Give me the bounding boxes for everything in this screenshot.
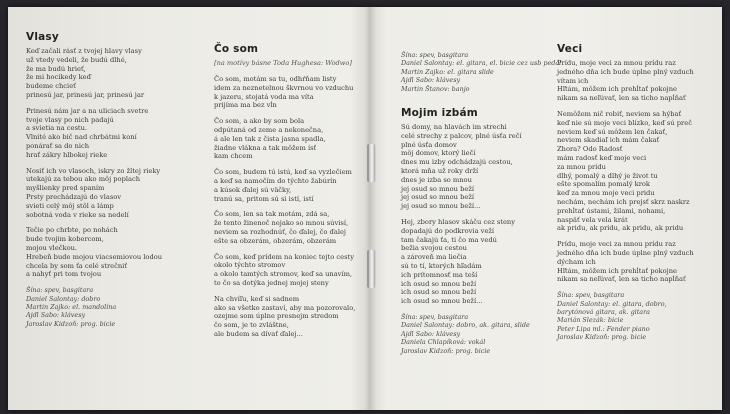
lyric-line: idem za neznetelnou škvrnou vo vzduchu [214, 83, 354, 92]
lyric-line: bude tvojim kobercom, [26, 235, 104, 244]
stanza [214, 295, 364, 339]
lyric-line: Prsty prechádzajú do vlasov [26, 192, 122, 201]
mojim-izbam-credits [401, 313, 551, 355]
lyric-line: Čo som, a ako by som bola [214, 117, 305, 126]
lyric-line: nikam sa neľúvať, len sa ticho napĺňať [557, 94, 686, 103]
lyric-line: Prinesú nám jar a na uliciach svetre [26, 106, 149, 115]
lyric-line: keď nie sú moje veci blízko, keď sú preč [557, 118, 692, 127]
lyric-line: Nemôžem nič robiť, neviem sa hýbať [557, 109, 682, 118]
lyric-line: keď za mnou moje veci pridu [557, 189, 655, 198]
lyric-line: nikam sa neľúvať, len sa ticho napĺňať [557, 275, 686, 284]
credit-line: Ajďi Sabo: klávesy [401, 76, 461, 85]
lyric-line: neviem skadiaľ ich mám čakať [557, 136, 660, 145]
lyric-line: á ale len tak z čista jasna spadla, [214, 134, 326, 143]
stanza [557, 110, 717, 233]
credit-line: Ajďi Sabo: klávesy [401, 329, 461, 338]
lyric-line: dopadajú do podkrovia veží [401, 226, 495, 235]
lyric-line: a nahyť pri tom tvojou [26, 270, 102, 279]
lyric-line: že mi hocikedy keď [26, 73, 91, 82]
lyric-line: tam čakajú ťa, ti čo ma vedú [401, 235, 497, 244]
lyric-line: a okolo tamtých stromov, keď sa unavím, [214, 270, 353, 279]
credit-line: Šína: spev, basgitara [401, 51, 469, 59]
lyric-line: jej osud so mnou beží [401, 184, 474, 193]
lyric-line: ako sa všetko zastaví, aby ma pozorovalo, [214, 303, 356, 312]
lyric-line: k jazeru, stojatá voda ma víta [214, 92, 314, 101]
lyric-line: mojou vlečkou. [26, 243, 78, 252]
vlasy-stanzas [26, 47, 201, 279]
lyric-line: môj domov, ktorý liečí [401, 149, 476, 158]
lyric-line: Prídu, moje veci za mnou prídu raz [557, 240, 676, 249]
lyric-line: ich prítomnosť ma teší [401, 270, 478, 279]
lyric-line: to čo sa dotýka jednej mojej steny [214, 278, 329, 287]
lyric-line: a zároveň ma liečia [401, 253, 467, 262]
credit-line: Šína: spev, basgitara [557, 291, 625, 300]
song-title-veci: Veci [557, 43, 583, 55]
credit-line: Daniel Salontay: el. gitara, dobro, [557, 299, 667, 308]
credit-line: Ajďi Sabo: klávesy [26, 311, 86, 320]
lyric-line: svieti celý môj stôl a lámp [26, 201, 114, 210]
vlasy-credits [26, 286, 201, 328]
credit-line: Martin Zajko: el. mandolína [26, 302, 117, 311]
stanza [214, 168, 364, 203]
lyric-line: ale budem sa dívať ďalej... [214, 329, 303, 338]
lyric-line: dnes mu izby odchádzajú cestou, [401, 158, 513, 167]
credit-line: Martin Zajko: el. gitara slide [401, 67, 494, 76]
credit-line: Martin Štanov: banjo [401, 84, 470, 93]
lyric-line: za mnou prídu [557, 162, 606, 171]
lyric-line: tvoje vlasy po nich padajú [26, 115, 114, 124]
lyric-line: Čo som, budem tú istú, keď sa vyzlečiem [214, 168, 352, 177]
credit-line: Daniel Salontay: dobro [26, 294, 101, 303]
lyric-line: ešte spomalím pomalý krok [557, 180, 650, 189]
lyric-line: kam chcem [214, 152, 253, 161]
lyrics-mojim-izbam [401, 51, 562, 355]
stanza [214, 117, 364, 161]
staple-bottom [367, 250, 376, 288]
lyric-line: ich osud so mnou beží... [401, 297, 483, 306]
mojim-izbam-stanzas [401, 123, 551, 306]
lyric-line: žiadne vlákna a tak môžem ísť [214, 143, 317, 152]
credit-line: Jaroslav Kidzoň: prog. bicie [557, 333, 647, 342]
credit-line: Šína: spev, basgitara [26, 286, 94, 295]
lyric-line: ponárať sa do nich [26, 141, 90, 150]
credit-line: Daniela Chlapíková: vokál [401, 338, 486, 347]
lyric-line: že ma budú hrieť, [26, 64, 86, 73]
credit-line: Šína: spev, basgitara [401, 312, 469, 321]
lyric-line: Hľtám, môžem ich prehĺtať pokojne [557, 266, 677, 275]
song-title-mojim-izbam: Mojim izbám [401, 107, 478, 120]
lyric-line: hrať zákry hlbokej rieke [26, 150, 108, 159]
lyric-line: Tečie po chrbte, po nohách [26, 226, 118, 235]
lyric-line: Hej, zbory hlasov skáču cez steny [401, 218, 516, 226]
song-title-co-som: Čo som [214, 43, 259, 55]
previous-song-credits [401, 51, 562, 93]
lyric-line: ak pridu, ak pridu, ak pridu, ak pridu [557, 224, 684, 233]
veci-credits [557, 291, 717, 341]
credit-line: barytónová gitara, ak. gitara [557, 307, 650, 316]
lyric-line: okolo týchto stromov [214, 261, 286, 270]
credit-line: Daniel Salontay: dobro, ak. gitara, slide [401, 321, 530, 330]
credit-line: Daniel Salontay: el. gitara, el. bicie cez usb pedál [401, 59, 562, 68]
stanza [401, 123, 551, 211]
lyric-line: odpútaná od zeme a nekonečna, [214, 125, 324, 134]
lyric-line: celé strechy z palcov, plné úsťa rečí [401, 131, 522, 140]
stanza [26, 167, 201, 220]
lyric-line: chcela by som ťa celé strečniť [26, 261, 127, 270]
lyric-line: ešte sa obzerám, obzerám, obzerám [214, 236, 337, 245]
stanza [401, 218, 551, 306]
lyric-line: a kúsok ďalej sú väčky, [214, 185, 292, 194]
lyric-line: Nosiť ich vo vlasoch, iskry zo žltej rieky [26, 166, 161, 175]
lyric-line: Hľtám, môžem ich prehĺtať pokojne [557, 85, 677, 94]
stanza [214, 75, 364, 110]
lyric-line: myšlienky pred spaním [26, 184, 105, 193]
lyric-line: dýcham ich [557, 257, 596, 266]
lyric-line: dlhý, pomalý a dlhý je život tu [557, 171, 658, 180]
lyric-line: neviem sa rozhodnúť, čo ďalej, čo ďalej [214, 227, 346, 236]
lyric-line: ozejme som úplne presnejm stredom [214, 312, 339, 321]
lyric-line: prehĺtať ústami, žilami, nohami, [557, 206, 666, 215]
lyric-line: už vtedy vedeli, že budú dlhé, [26, 55, 127, 64]
lyrics-veci [557, 43, 717, 342]
lyric-line: mám radosť keď moje veci [557, 153, 647, 162]
lyric-line: bežia svojou cestou [401, 244, 467, 253]
stanza [214, 210, 364, 245]
lyric-line: Vlnité ako bič nad chrbátmi koní [26, 133, 137, 142]
lyric-line: Na chvíľu, keď si sadnem [214, 294, 300, 303]
song-subtitle-co-som: [na motívy básne Toda Hughesa: Wodwo] [214, 59, 352, 67]
stanza [557, 59, 717, 103]
stanza [26, 226, 201, 279]
lyrics-vlasy [26, 31, 201, 328]
lyric-line: Čo som, motám sa tu, odhŕňam listy [214, 75, 337, 83]
lyric-line: Prídu, moje veci za mnou prídu raz [557, 59, 676, 67]
credit-line: Peter Lipa ml.: Fender piano [557, 324, 650, 333]
lyric-line: jedného dňa ich bude úplne plný vzduch [557, 67, 694, 76]
lyric-line: Čo som, len sa tak motám, zdá sa, [214, 210, 330, 219]
song-title-vlasy: Vlasy [26, 31, 59, 43]
lyric-line: sobotná voda v rieke sa nedelí [26, 210, 129, 219]
lyric-line: prijíma ma bez vĺn [214, 101, 277, 110]
lyric-line: ich osud so mnou beží [401, 288, 477, 297]
credit-line: Marián Slezák: bicie [557, 316, 624, 325]
stanza [26, 47, 201, 100]
co-som-stanzas [214, 75, 364, 339]
lyric-line: Zhora? Odo Radosť [557, 145, 623, 154]
credit-line: Jaroslav Kidzoň: prog. bicie [401, 346, 491, 355]
lyric-line: Hrebeň bude mojou viacsemiovou lodou [26, 252, 163, 261]
lyric-line: sú to tí, ktorých hľadám [401, 261, 482, 270]
lyric-line: utekajú za tebou ako môj poplach [26, 175, 141, 184]
lyric-line: jej osud so mnou beží [401, 193, 474, 202]
lyric-line: neviem keď sú môžem len čakať, [557, 127, 668, 136]
lyric-line: jedného dňa ich bude úplne plný vzduch [557, 248, 694, 257]
lyric-line: vítam ich [557, 76, 589, 85]
lyric-line: Sú domy, na hlavách im strechi [401, 123, 507, 132]
stanza [557, 240, 717, 284]
lyrics-co-som [214, 43, 364, 346]
lyric-line: a svietia na cestu. [26, 124, 88, 133]
staple-top [367, 144, 376, 182]
lyric-line: čo som, je to zvláštne, [214, 321, 289, 330]
lyric-line: jej osud so mnou beží... [401, 202, 481, 211]
lyric-line: nechám, nechám ich prejsť skrz naskrz [557, 197, 690, 206]
lyric-line: naspäť vela vela krát [557, 215, 628, 224]
credit-line: Jaroslav Kidzoň: prog. bicie [26, 319, 116, 328]
lyric-line: tranú sa, pritom sú si istí, istí [214, 194, 314, 203]
cd-booklet [8, 7, 722, 410]
veci-stanzas [557, 59, 717, 284]
lyric-line: ich osud so mnou beží [401, 279, 477, 288]
lyric-line: plné úsťa domov [401, 140, 457, 149]
lyric-line: dnes je izba so mnou [401, 175, 472, 184]
lyric-line: Keď začali rásť z tvojej hlavy vlasy [26, 47, 142, 55]
stanza [26, 107, 201, 160]
lyric-line: prinesú jar, prinesú jar, prinesú jar [26, 90, 145, 99]
lyric-line: že tento žinenoč nejako so mnou súvisí, [214, 219, 349, 228]
stanza [214, 253, 364, 288]
booklet-fold [365, 7, 377, 410]
lyric-line: ktorá mňa už roky drží [401, 167, 479, 176]
lyric-line: Čo som, keď prídem na koniec tejto cesty [214, 252, 354, 261]
lyric-line: budeme chcieť [26, 82, 76, 91]
lyric-line: a keď sa namočím do týchto žabúrín [214, 176, 337, 185]
